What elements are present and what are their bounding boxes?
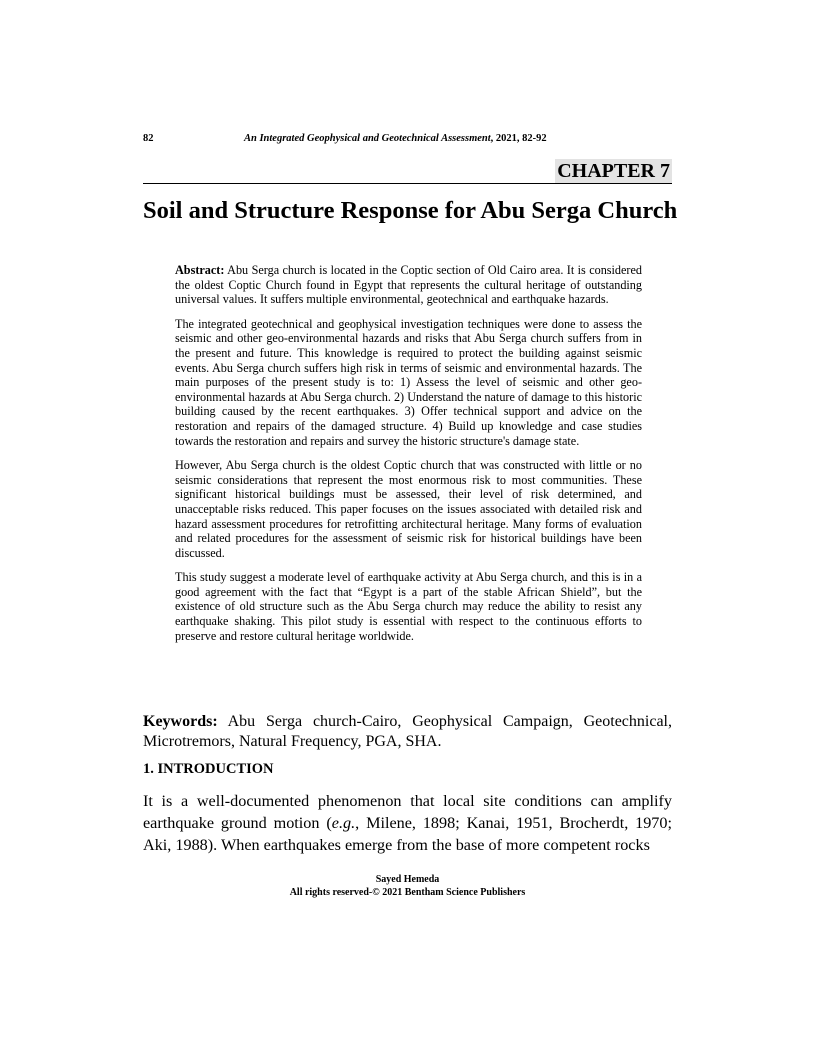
chapter-label: CHAPTER 7 [557, 160, 670, 182]
keywords [143, 712, 672, 752]
abstract-text: Abu Serga church is located in the Coptic section of Old Cairo area. It is considered the oldest Coptic Church found in Egypt that represents the cultural heritage of outstanding universal values. It suffers multiple environmental, geotechnical and earthquake hazards. [175, 263, 642, 307]
abstract-paragraph: This study suggest a moderate level of earthquake activity at Abu Serga church, and this is in a good agreement with the fact that “Egypt is a part of the stable African Shield”, but the existence of old structure such as the Abu Serga church may reduce the ability to resist any earthquake shaking. This pilot study is essential with respect to the continuous efforts to preserve and restore cultural heritage worldwide. [175, 570, 642, 643]
intro-text: It is a well-documented phenomenon that local site conditions can amplify earthquake ground motion ( [143, 792, 672, 832]
introduction-paragraph [143, 790, 672, 856]
journal-name: An Integrated Geophysical and Geotechnical Assessment [244, 133, 491, 144]
page-number: 82 [143, 133, 154, 144]
journal-title [244, 133, 547, 144]
header-rule [143, 183, 672, 184]
abstract-paragraph: The integrated geotechnical and geophysical investigation techniques were done to assess the seismic and other geo-environmental hazards and risks that Abu Serga church suffers from in the present and future. This knowledge is required to protect the building against seismic events. Abu Serga church suffers high risk in terms of seismic and environmental hazards. The main purposes of the present study is to: 1) Assess the level of seismic and other geo-environmental hazards at Abu Serga church. 2) Understand the nature of damage to this historic building caused by the recent earthquakes. 3) Offer technical support and advice on the restoration and repairs of the damaged structure. 4) Build up knowledge and case studies towards the restoration and repairs and survey the historic structure's damage state. [175, 316, 642, 448]
page-footer [143, 874, 672, 899]
journal-issue: , 2021, 82-92 [490, 133, 547, 144]
footer-rights: All rights reserved-© 2021 Bentham Science Publishers [289, 886, 526, 898]
section-heading: 1. INTRODUCTION [143, 761, 274, 777]
keywords-label: Keywords: [143, 713, 218, 730]
intro-text: , Milene, 1898; Kanai, 1951, Brocherdt, 1970; Aki, 1988). When earthquakes emerge from the base of more competent rocks [143, 814, 672, 854]
intro-eg: e.g. [331, 814, 356, 832]
keywords-text: Abu Serga church-Cairo, Geophysical Campaign, Geotechnical, Microtremors, Natural Frequency, PGA, SHA. [143, 713, 672, 750]
abstract-paragraph [175, 263, 642, 307]
page-title: Soil and Structure Response for Abu Serga Church [143, 197, 678, 224]
abstract [175, 263, 642, 653]
abstract-paragraph: However, Abu Serga church is the oldest Coptic church that was constructed with little or no seismic considerations that represent the most enormous risk to most communities. These significant historical buildings must be assessed, their level of risk determined, and unacceptable risks reduced. This paper focuses on the issues associated with detailed risk and hazard assessment procedures for retrofitting architectural heritage. Many forms of evaluation and related procedures for the assessment of seismic risk for historical buildings have been discussed. [175, 458, 642, 560]
footer-author: Sayed Hemeda [375, 874, 440, 885]
abstract-label: Abstract: [175, 263, 225, 277]
